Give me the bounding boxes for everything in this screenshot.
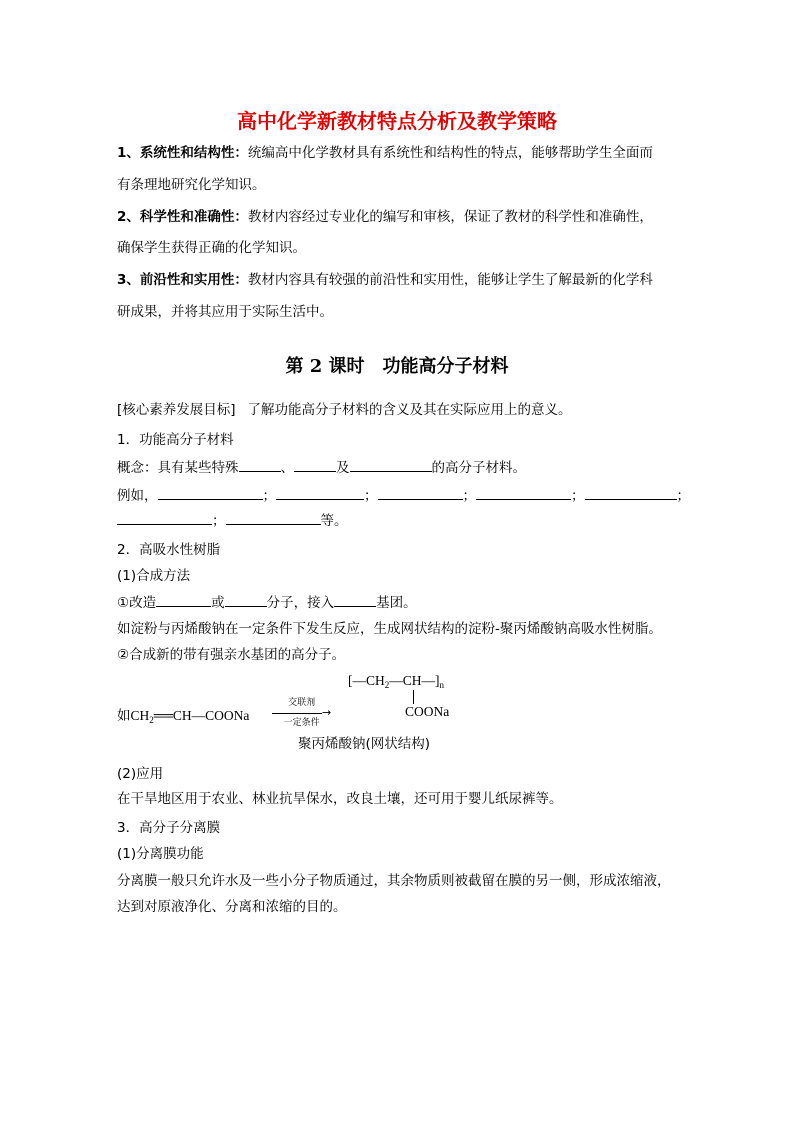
method-2: ②合成新的带有强亲水基团的高分子。 bbox=[117, 647, 346, 663]
point-1-text: 统编高中化学教材具有系统性和结构性的特点，能够帮助学生全面而 bbox=[247, 145, 653, 161]
point-1-label: 1、系统性和结构性： bbox=[117, 145, 248, 161]
blank[interactable] bbox=[585, 485, 677, 500]
subscript: 2 bbox=[149, 715, 154, 725]
method-1-text-b: 或 bbox=[211, 595, 225, 611]
point-3-line-1 bbox=[117, 270, 653, 290]
separator: ； bbox=[462, 488, 476, 504]
arrow-condition-top: 交联剂 bbox=[288, 698, 316, 708]
ch-group: CH bbox=[402, 673, 422, 688]
goal-label: [核心素养发展目标] bbox=[117, 402, 236, 418]
reaction-arrow bbox=[272, 698, 331, 728]
application-text: 在干旱地区用于农业、林业抗旱保水，改良土壤，还可用于婴儿纸尿裤等。 bbox=[117, 791, 563, 807]
bond: — bbox=[352, 673, 366, 688]
double-bond: ══ bbox=[153, 708, 173, 723]
separator: ； bbox=[262, 488, 276, 504]
blank[interactable] bbox=[156, 592, 211, 607]
point-2-line-1 bbox=[117, 207, 653, 227]
blank[interactable] bbox=[476, 485, 571, 500]
blank[interactable] bbox=[378, 485, 463, 500]
section-1-heading: 1．功能高分子材料 bbox=[117, 432, 234, 448]
section-2-heading: 2．高吸水性树脂 bbox=[117, 542, 221, 558]
blank[interactable] bbox=[226, 510, 321, 525]
arrow-head-icon: → bbox=[322, 706, 332, 719]
reaction-prefix: 如 bbox=[117, 708, 131, 724]
membrane-line-1: 分离膜一般只允许水及一些小分子物质通过，其余物质则被截留在膜的另一侧，形成浓缩液， bbox=[117, 873, 671, 889]
point-2-label: 2、科学性和准确性： bbox=[117, 209, 248, 225]
blank[interactable] bbox=[334, 592, 376, 607]
section-3-sub-1: (1)分离膜功能 bbox=[117, 846, 204, 862]
example-prefix: 例如， bbox=[117, 488, 158, 504]
point-2-text: 教材内容经过专业化的编写和审核，保证了教材的科学性和准确性， bbox=[247, 209, 653, 225]
pendant-group: COONa bbox=[405, 704, 450, 719]
blank[interactable] bbox=[225, 592, 267, 607]
concept-text-a: 概念：具有某些特殊 bbox=[117, 460, 239, 476]
membrane-line-2: 达到对原液净化、分离和浓缩的目的。 bbox=[117, 899, 347, 915]
page-title: 高中化学新教材特点分析及教学策略 bbox=[237, 109, 557, 133]
method-1-text-c: 分子，接入 bbox=[266, 595, 335, 611]
arrow-condition-bottom: 一定条件 bbox=[283, 718, 320, 728]
point-3-text: 教材内容具有较强的前沿性和实用性，能够让学生了解最新的化学科 bbox=[247, 272, 653, 288]
example-line-2 bbox=[117, 510, 348, 531]
ch-group: CH bbox=[130, 708, 150, 723]
separator: ； bbox=[571, 488, 585, 504]
arrow-line bbox=[272, 713, 322, 714]
concept-text-d: 的高分子材料。 bbox=[431, 460, 526, 476]
product-name: 聚丙烯酸钠(网状结构) bbox=[298, 736, 431, 752]
method-1-text-d: 基团。 bbox=[376, 595, 417, 611]
point-2-line-2: 确保学生获得正确的化学知识。 bbox=[117, 240, 306, 256]
blank[interactable] bbox=[117, 510, 212, 525]
polymer-bracket-open: [ bbox=[348, 673, 353, 688]
example-line-1 bbox=[117, 485, 690, 506]
method-1-line bbox=[117, 592, 417, 613]
point-3-label: 3、前沿性和实用性： bbox=[117, 272, 248, 288]
blank[interactable] bbox=[239, 457, 281, 472]
ch-group: CH bbox=[366, 673, 385, 688]
section-3-heading: 3．高分子分离膜 bbox=[117, 820, 221, 836]
blank[interactable] bbox=[350, 457, 432, 472]
point-3-line-2: 研成果，并将其应用于实际生活中。 bbox=[117, 304, 333, 320]
monomer-rest: CH—COONa bbox=[172, 708, 250, 723]
polymer-chain bbox=[348, 673, 444, 690]
separator: ； bbox=[676, 488, 690, 504]
bond: — bbox=[421, 673, 436, 688]
separator: ； bbox=[212, 513, 226, 529]
section-2-sub-2: (2)应用 bbox=[117, 766, 164, 782]
subscript: 2 bbox=[384, 680, 390, 690]
blank[interactable] bbox=[276, 485, 364, 500]
blank[interactable] bbox=[158, 485, 263, 500]
separator: ； bbox=[364, 488, 378, 504]
point-1-line-2: 有条理地研究化学知识。 bbox=[117, 177, 266, 193]
monomer-equation bbox=[117, 704, 249, 725]
section-2-sub-1: (1)合成方法 bbox=[117, 568, 191, 584]
blank[interactable] bbox=[294, 457, 336, 472]
concept-text-b: 、 bbox=[280, 460, 294, 476]
arrow-conditions bbox=[272, 698, 331, 728]
method-1-text-a: ①改造 bbox=[117, 595, 157, 611]
lesson-title: 第 2 课时 功能高分子材料 bbox=[285, 356, 509, 377]
etc-text: 等。 bbox=[320, 513, 348, 529]
bond: — bbox=[389, 673, 403, 688]
method-1-note: 如淀粉与丙烯酸钠在一定条件下发生反应，生成网状结构的淀粉-聚丙烯酸钠高吸水性树脂。 bbox=[117, 621, 662, 637]
goal-text: 了解功能高分子材料的含义及其在实际应用上的意义。 bbox=[247, 402, 572, 418]
concept-line bbox=[117, 457, 526, 478]
polymer-bracket-close: ] bbox=[435, 673, 440, 688]
vertical-bond bbox=[413, 690, 414, 704]
goal-line bbox=[117, 400, 572, 420]
point-1-line-1 bbox=[117, 143, 653, 163]
subscript-n: n bbox=[439, 680, 445, 690]
concept-text-c: 及 bbox=[336, 460, 350, 476]
